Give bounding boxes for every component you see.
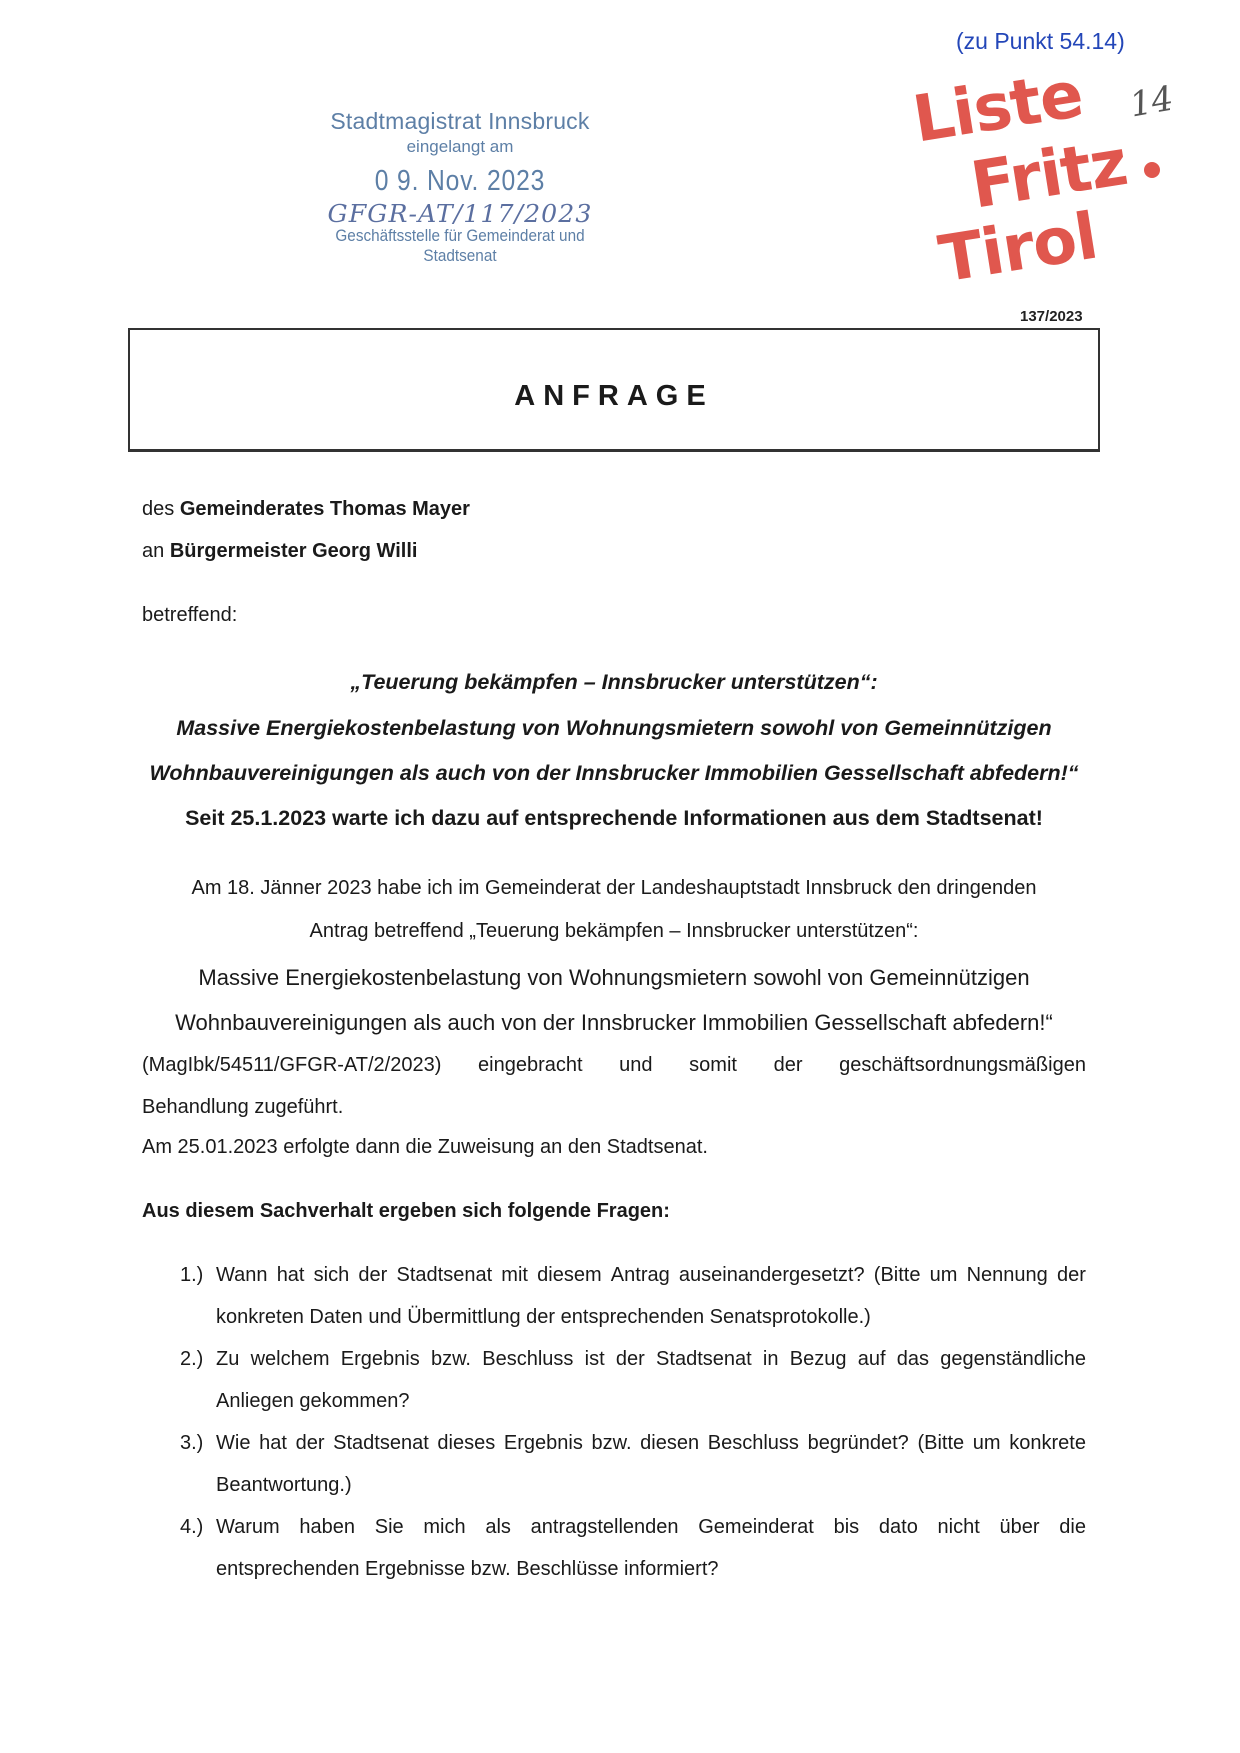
recipient-prefix: an <box>142 540 170 562</box>
question-word: antragstellenden <box>530 1516 679 1538</box>
question-word: Bezug <box>789 1348 847 1370</box>
body-word: der <box>773 1054 803 1076</box>
recipient-name: Bürgermeister Georg Willi <box>169 540 418 562</box>
title-box <box>128 328 1100 452</box>
question-word: Stadtsenat <box>333 1432 429 1454</box>
questions-heading: Aus diesem Sachverhalt ergeben sich folgende Fragen: <box>142 1200 670 1222</box>
sender-name: Gemeinderates Thomas Mayer <box>179 498 470 520</box>
subject-line-3: Wohnbauvereinigungen als auch von der Innsbrucker Immobilien Gessellschaft abfedern!“ <box>149 761 1079 785</box>
logo-dot <box>1144 162 1160 178</box>
question-word: um <box>929 1264 958 1286</box>
question-word: bis <box>833 1516 860 1538</box>
question-word: (Bitte <box>917 1432 965 1454</box>
subject-line-1: „Teuerung bekämpfen – Innsbrucker unterstützen“: <box>350 670 878 694</box>
logo-word-liste: Liste <box>908 57 1088 158</box>
question-line-1 <box>216 1432 1086 1455</box>
question-word: diesen <box>640 1432 700 1454</box>
question-word: nicht <box>937 1516 980 1538</box>
question-number: 1.) <box>180 1264 204 1286</box>
logo-word-fritz: Fritz <box>966 126 1132 224</box>
question-word: Stadtsenat <box>396 1264 493 1286</box>
question-word: hat <box>276 1264 305 1286</box>
question-word: Wie <box>216 1432 251 1454</box>
question-word: um <box>972 1432 1001 1454</box>
question-word: der <box>615 1348 645 1370</box>
body-line-6: Behandlung zugeführt. <box>142 1096 344 1118</box>
subject-line-2: Massive Energiekostenbelastung von Wohnungsmietern sowohl von Gemeinnützigen <box>176 716 1052 740</box>
question-word: mich <box>423 1516 466 1538</box>
question-word: (Bitte <box>873 1264 921 1286</box>
body-line-7: Am 25.01.2023 erfolgte dann die Zuweisung an den Stadtsenat. <box>142 1136 708 1158</box>
stamp-handwritten-reference: GFGR-AT/117/2023 <box>327 200 593 228</box>
question-word: Warum <box>216 1516 280 1538</box>
question-word: auseinandergesetzt? <box>678 1264 865 1286</box>
question-word: haben <box>299 1516 356 1538</box>
subject-line-4: Seit 25.1.2023 warte ich dazu auf entsprechende Informationen aus dem Stadtsenat! <box>185 806 1043 830</box>
body-line-5 <box>142 1054 1086 1077</box>
question-word: begründet? <box>807 1432 909 1454</box>
question-word: Stadtsenat <box>656 1348 752 1370</box>
question-word: mit <box>501 1264 528 1286</box>
question-word: diesem <box>537 1264 602 1286</box>
question-word: welchem <box>250 1348 330 1370</box>
body-word: eingebracht <box>478 1054 583 1076</box>
question-word: dieses <box>437 1432 496 1454</box>
subject-label: betreffend: <box>142 604 238 626</box>
body-line-1: Am 18. Jänner 2023 habe ich im Gemeinderat der Landeshauptstadt Innsbruck den dringenden <box>191 877 1037 899</box>
question-word: hat <box>259 1432 287 1454</box>
received-stamp <box>300 108 620 266</box>
question-word: gegenständliche <box>940 1348 1086 1370</box>
question-word: sich <box>313 1264 350 1286</box>
question-number: 2.) <box>180 1348 204 1370</box>
question-word: das <box>896 1348 930 1370</box>
sender-line <box>142 498 470 521</box>
question-word: ist <box>584 1348 605 1370</box>
body-word: geschäftsordnungsmäßigen <box>839 1054 1086 1076</box>
sender-prefix: des <box>142 498 180 520</box>
question-word: Nennung <box>966 1264 1048 1286</box>
question-line-1 <box>216 1348 1086 1371</box>
body-line-2: Antrag betreffend „Teuerung bekämpfen – Innsbrucker unterstützen“: <box>309 920 919 942</box>
question-word: Sie <box>374 1516 404 1538</box>
question-word: der <box>1056 1264 1086 1286</box>
question-line-2: Anliegen gekommen? <box>216 1390 410 1412</box>
body-line-3: Massive Energiekostenbelastung von Wohnungsmietern sowohl von Gemeinnützigen <box>198 965 1030 990</box>
question-word: Wann <box>216 1264 268 1286</box>
question-number: 3.) <box>180 1432 204 1454</box>
question-word: Ergebnis <box>340 1348 420 1370</box>
question-word: bzw. <box>591 1432 632 1454</box>
stamp-office: Geschäftsstelle für Gemeinderat und Stadtsenat <box>335 226 585 265</box>
document-number: 137/2023 <box>1020 308 1083 325</box>
question-word: der <box>295 1432 325 1454</box>
stamp-received-label: eingelangt am <box>406 137 514 156</box>
question-line-1 <box>216 1516 1086 1539</box>
logo-word-tirol: Tirol <box>934 199 1102 298</box>
body-word: (MagIbk/54511/GFGR-AT/2/2023) <box>142 1054 442 1076</box>
question-word: bzw. <box>430 1348 471 1370</box>
question-line-1 <box>216 1264 1086 1287</box>
question-word: Antrag <box>610 1264 670 1286</box>
question-word: als <box>485 1516 511 1538</box>
handwritten-number: 14 <box>1126 78 1177 126</box>
body-line-4: Wohnbauvereinigungen als auch von der Innsbrucker Immobilien Gessellschaft abfedern!“ <box>175 1010 1053 1035</box>
question-word: dato <box>878 1516 918 1538</box>
question-word: die <box>1059 1516 1086 1538</box>
question-word: der <box>358 1264 388 1286</box>
question-word: in <box>762 1348 779 1370</box>
question-word: Beschluss <box>707 1432 799 1454</box>
question-line-2: Beantwortung.) <box>216 1474 352 1496</box>
question-word: Ergebnis <box>503 1432 583 1454</box>
stamp-date: 0 9. Nov. 2023 <box>374 165 546 197</box>
stamp-organization: Stadtmagistrat Innsbruck <box>330 108 590 134</box>
document-title: ANFRAGE <box>514 380 714 412</box>
question-word: Gemeinderat <box>698 1516 814 1538</box>
body-word: somit <box>689 1054 737 1076</box>
question-line-2: entsprechenden Ergebnisse bzw. Beschlüsse informiert? <box>216 1558 719 1580</box>
question-line-2: konkreten Daten und Übermittlung der entsprechenden Senatsprotokolle.) <box>216 1306 871 1328</box>
question-number: 4.) <box>180 1516 204 1538</box>
body-word: und <box>619 1054 653 1076</box>
question-word: über <box>999 1516 1040 1538</box>
question-word: konkrete <box>1009 1432 1086 1454</box>
question-word: auf <box>857 1348 886 1370</box>
question-word: Beschluss <box>482 1348 574 1370</box>
agenda-reference: (zu Punkt 54.14) <box>956 28 1125 54</box>
question-word: Zu <box>216 1348 240 1370</box>
recipient-line <box>142 540 417 563</box>
